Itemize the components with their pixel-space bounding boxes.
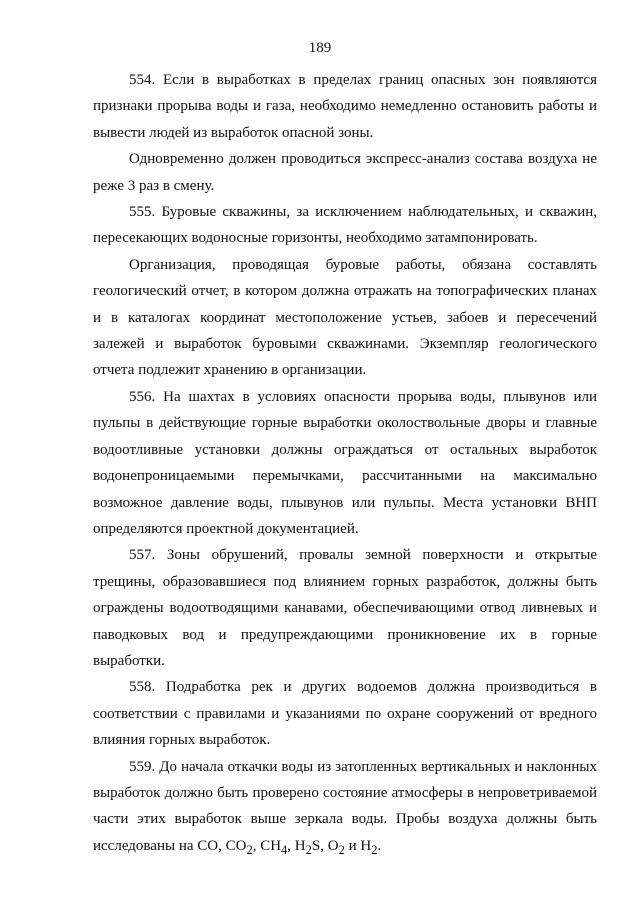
paragraph-556: 556. На шахтах в условиях опасности прорыва воды, плывунов или пульпы в действующие горные выработки околоствольные дворы и главные водоотливные установки должны ограждаться от остальных выработок водонепроницаемыми перемычками, рассчитанными на максимально возможное давление воды, плывунов или пульпы. Места установки ВНП определяются проектной документацией. bbox=[93, 388, 597, 537]
separator-and-h: и H bbox=[344, 837, 372, 854]
subscript-o2: 2 bbox=[338, 842, 345, 857]
page-number: 189 bbox=[308, 40, 332, 56]
document-body bbox=[93, 67, 597, 863]
paragraph-555-continuation: Организация, проводящая буровые работы, обязана составлять геологический отчет, в котором должна отражать на топографических планах и в каталогах координат местоположение устьев, забоев и пересечений залежей и выработок буровыми скважинами. Экземпляр геологического отчета подлежит хранению в организации. bbox=[93, 256, 597, 379]
paragraph-559-text: 559. До начала откачки воды из затопленных вертикальных и наклонных выработок должно быть проверено состояние атмосферы в непроветриваемой части этих выработок выше зеркала воды. Пробы воздуха должны быть исследованы на CO, CO bbox=[93, 758, 597, 854]
paragraph-554: 554. Если в выработках в пределах границ опасных зон появляются признаки прорыва воды и газа, необходимо немедленно остановить работы и вывести людей из выработок опасной зоны. bbox=[93, 72, 597, 141]
paragraph-559 bbox=[93, 754, 597, 864]
subscript-co2: 2 bbox=[246, 842, 253, 857]
separator-s-o: S, O bbox=[311, 837, 339, 854]
separator-ch: , CH bbox=[252, 837, 282, 854]
paragraph-558: 558. Подработка рек и других водоемов должна производиться в соответствии с правилами и указаниями по охране сооружений от вредного влияния горных выработок. bbox=[93, 679, 597, 749]
separator-h: , H bbox=[287, 837, 306, 854]
paragraph-554-continuation: Одновременно должен проводиться экспресс-анализ состава воздуха не реже 3 раз в смену. bbox=[93, 151, 597, 194]
paragraph-557: 557. Зоны обрушений, провалы земной поверхности и открытые трещины, образовавшиеся под влиянием горных разработок, должны быть ограждены водоотводящими канавами, обеспечивающими отвод ливневых и паводковых вод и предупреждающими проникновение их в горные выработки. bbox=[93, 547, 597, 669]
paragraph-555: 555. Буровые скважины, за исключением наблюдательных, и скважин, пересекающих водоносные горизонты, необходимо затампонировать. bbox=[93, 204, 597, 247]
subscript-h2s: 2 bbox=[305, 842, 312, 857]
subscript-ch4: 4 bbox=[281, 842, 288, 857]
paragraph-559-end: . bbox=[377, 837, 382, 854]
subscript-h2: 2 bbox=[371, 842, 378, 857]
